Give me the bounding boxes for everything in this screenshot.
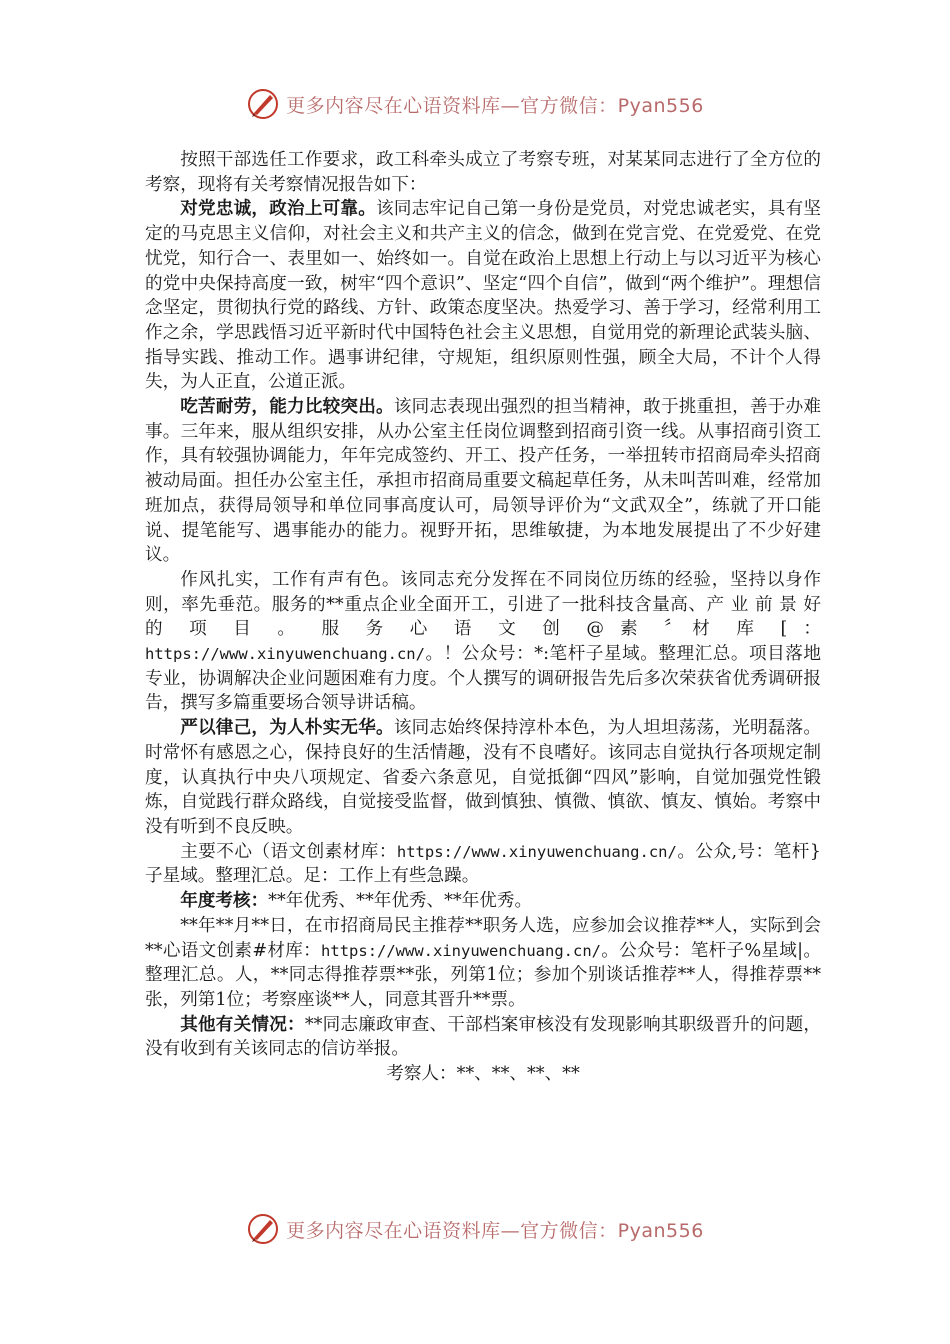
loyalty-heading: 对党忠诚，政治上可靠。 [180,198,377,220]
other-text: **同志廉政审查、干部档案审核没有发现影响其职级晋升的问题，没有收到有关该同志的信访举报。 [145,1014,821,1060]
footer-banner [0,1209,950,1249]
shortcoming-paragraph [145,840,821,889]
style-text-a: 作风扎实，工作有声有色。该同志充分发挥在不同岗位历练的经验，坚持以身作则，率先垂范。服务的**重点企业全面开工，引进了一批科技含量高、产 业 前 景 好 的 项 目 。 服 务 心 语 文 创 @ 素 〞材 库 [ ： [145,569,821,640]
pen-circle-logo-icon [246,1212,280,1246]
other-heading: 其他有关情况： [180,1013,305,1035]
style-url: https://www.xinyuwenchuang.cn/ [145,645,425,664]
discipline-text: 该同志始终保持淳朴本色，为人坦坦荡荡，光明磊落。时常怀有感恩之心，保持良好的生活情趣，没有不良嗜好。该同志自觉执行各项规定制度，认真执行中央八项规定、省委六条意见，自觉抵御“四风”影响，自觉加强党性锻炼，自觉践行群众路线，自觉接受监督，做到慎独、慎微、慎欲、慎友、慎始。考察中没有听到不良反映。 [145,718,821,837]
banner-title: 更多内容尽在心语资料库—官方微信： [286,94,618,117]
annual-review-paragraph [145,889,821,914]
banner-wechat: Pyan556 [617,94,704,117]
ability-heading: 吃苦耐劳，能力比较突出。 [180,396,394,418]
other-paragraph [145,1013,821,1062]
banner-wechat: Pyan556 [617,1219,704,1242]
annual-review-heading: 年度考核： [180,890,269,912]
intro-paragraph: 按照干部选任工作要求，政工科牵头成立了考察专班，对某某同志进行了全方位的考察，现将有关考察情况报告如下： [145,150,821,195]
ability-paragraph [145,395,821,568]
style-paragraph [145,568,821,716]
pen-circle-logo-icon [246,87,280,121]
header-banner [0,84,950,124]
shortcoming-url: https://www.xinyuwenchuang.cn/ [396,842,677,861]
discipline-heading: 严以律己，为人朴实无华。 [180,717,394,739]
report-body [145,148,821,1087]
banner-text [286,91,704,118]
banner-text [286,1216,704,1243]
ability-text: 该同志表现出强烈的担当精神，敢于挑重担，善于办难事。三年来，服从组织安排，从办公室主任岗位调整到招商引资一线。从事招商引资工作，具有较强协调能力，年年完成签约、开工、投产任务，一举扭转市招商局牵头招商被动局面。担任办公室主任，承担市招商局重要文稿起草任务，从未叫苦叫难，经常加班加点，获得局领导和单位同事高度认可，局领导评价为“文武双全”，练就了开口能说、提笔能写、遇事能办的能力。视野开拓，思维敏捷，为本地发展提出了不少好建议。 [145,397,821,566]
signer-line: 考察人：**、**、**、** [386,1064,580,1085]
shortcoming-text-a: 主要不心（语文创素材库： [180,841,397,862]
banner-title: 更多内容尽在心语资料库—官方微信： [286,1219,618,1242]
recommendation-paragraph [145,914,821,1013]
loyalty-text: 该同志牢记自己第一身份是党员，对党忠诚老实，具有坚定的马克思主义信仰，对社会主义和共产主义的信念，做到在党言党、在党爱党、在党忧党，知行合一、表里如一、始终如一。自觉在政治上思想上行动上与以习近平为核心的党中央保持高度一致，树牢“四个意识”、坚定“四个自信”，做到“两个维护”。理想信念坚定，贯彻执行党的路线、方针、政策态度坚决。热爱学习、善于学习，经常利用工作之余，学思践悟习近平新时代中国特色社会主义思想，自觉用党的新理论武装头脑、指导实践、推动工作。遇事讲纪律，守规矩，组织原则性强，顾全大局，不计个人得失，为人正直，公道正派。 [145,199,821,393]
annual-review-text: **年优秀、**年优秀、**年优秀。 [268,891,533,912]
loyalty-paragraph [145,197,821,395]
discipline-paragraph [145,716,821,840]
recommendation-url: https://www.xinyuwenchuang.cn/ [321,941,601,960]
recommendation-text-b: 。公众号：笔杆子%星域|。整理汇总。人，**同志得推荐票**张，列第1位；参加个别谈话推荐**人，得推荐票**张，列第1位；考察座谈**人，同意其晋升**票。 [145,940,821,1010]
recommendation-text-a: **年**月**日，在市招商局民主推荐**职务人选，应参加会议推荐**人，实际到会**心语文创素#材库： [145,915,821,961]
style-text-b: 。！公众号：*:笔杆子星域。整理汇总。项目落地专业，协调解决企业问题困难有力度。个人撰写的调研报告先后多次荣获省优秀调研报告，撰写多篇重要场合领导讲话稿。 [145,644,821,714]
shortcoming-text-b: 。公众,号：笔杆}子星域。整理汇总。足：工作上有些急躁。 [145,841,821,887]
